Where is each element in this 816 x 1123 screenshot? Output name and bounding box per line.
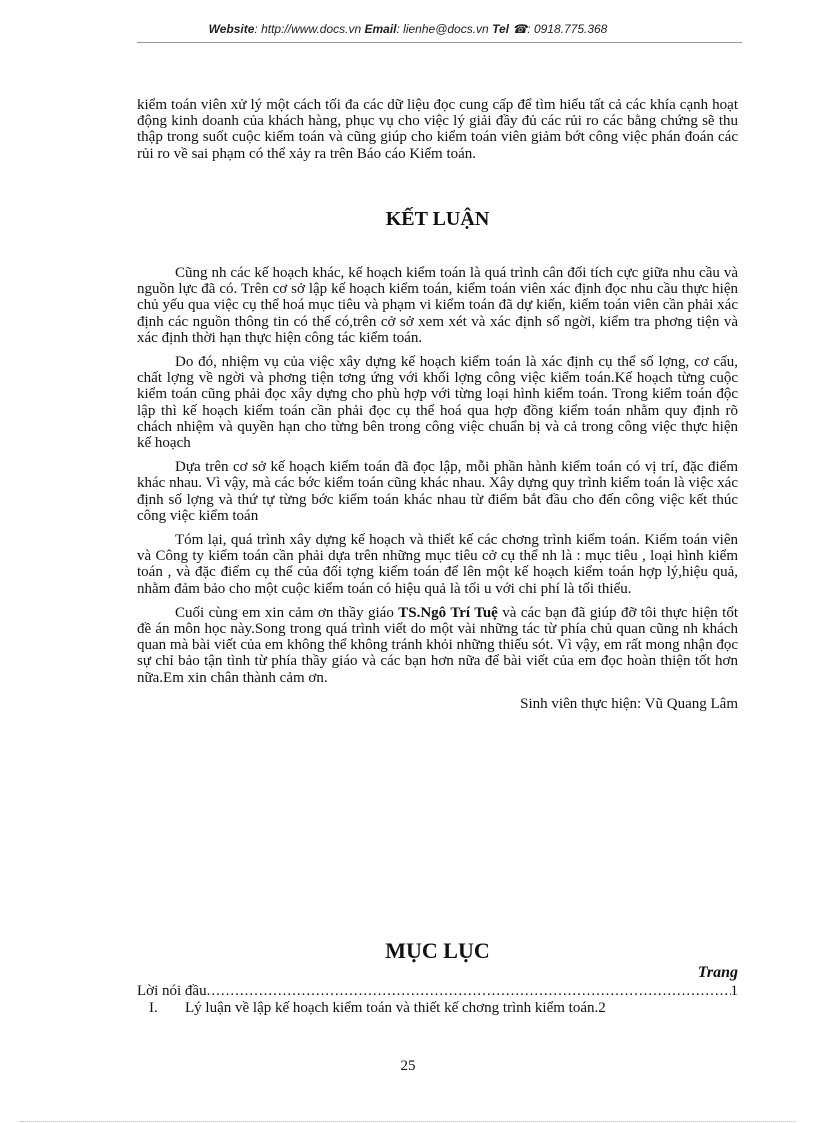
email-value[interactable]: : lienhe@docs.vn (396, 22, 489, 36)
conclusion-paragraph: Dựa trên cơ sở kế hoạch kiểm toán đã đọc lập, mỗi phần hành kiểm toán có vị trí, đặc điểm khác nhau. Vì vậy, mà các bớc kiểm toán cũng khác nhau. Xây dựng quy trình kiểm toán là việc xác định số lợng và thứ tự từng bớc kiểm toán khác nhau từ điểm bắt đầu cho đến công việc kết thúc công việc kiểm toán (137, 459, 738, 524)
toc-entry-number: I. (149, 1000, 158, 1016)
conclusion-paragraph: Tóm lại, quá trình xây dựng kế hoạch và thiết kế các chơng trình kiểm toán. Kiểm toán viên và Công ty kiểm toán cần phải dựa trên những mục tiêu cở cụ thể nh là : mục tiêu , loại hình kiểm toán , và đặc điểm cụ thể của đối tợng kiểm toán để lên một kế hoạch kiểm toán hợp lý,hiệu quả, nhằm đảm bảo cho một cuộc kiểm toán có hiệu quả là tối u với chi phí là tối thiểu. (137, 532, 738, 597)
phone-icon: ☎ (512, 22, 528, 36)
toc-entry-label: Lý luận về lập kế hoạch kiểm toán và thiết kế chơng trình kiểm toán (185, 1000, 595, 1016)
page-header (0, 22, 816, 36)
intro-section (137, 97, 738, 162)
advisor-name: TS.Ngô Trí Tuệ (398, 604, 498, 621)
signature: Sinh viên thực hiện: Vũ Quang Lâm (520, 695, 738, 712)
header-divider (137, 42, 742, 43)
conclusion-paragraph: Cũng nh các kế hoạch khác, kế hoạch kiểm toán là quá trình cân đối tích cực giữa nhu cầu và nguồn lực đã có. Trên cơ sở lập kế hoạch kiểm toán, kiểm toán viên xác định đọc nhu cầu thực hiện chủ yếu qua việc cụ thể hoá mục tiêu và phạm vi kiểm toán đã dự kiến, kiểm toán viên cần phải xác định các nguồn thông tin có thể có,trên cở sở xem xét và xác định số ngời, kiểm tra phơng tiện và xác định thời hạn thực hiện công tác kiểm toán. (137, 265, 738, 346)
tel-label: Tel (492, 22, 509, 36)
toc-entry[interactable] (137, 983, 738, 1000)
toc-page-column-label: Trang (697, 964, 738, 981)
toc-entry[interactable] (137, 1000, 738, 1017)
toc-heading-wrap (137, 938, 738, 964)
toc-leader-dots (207, 983, 731, 1000)
conclusion-paragraph: Do đó, nhiệm vụ của việc xây dựng kế hoạch kiểm toán là xác định cụ thể số lợng, cơ cấu, chất lợng về ngời và phơng tiện tơng ứng với khối lợng công việc kiểm toán.Kế hoạch từng cuộc kiểm toán cũng phải đọc xây dựng cho phù hợp với từng loại hình kiểm toán. Trong kiểm toán độc lập thì kế hoạch kiểm toán cần phải đọc cụ thể hoá qua hợp đồng kiểm toán nhằm quy định rõ chách nhiệm và quyền hạn cho từng bên trong công việc chuẩn bị và cả trong công việc thực hiện kế hoạch (137, 354, 738, 452)
thanks-paragraph (137, 605, 738, 686)
conclusion-title: KẾT LUẬN (385, 208, 490, 230)
website-value[interactable]: : http://www.docs.vn (254, 22, 362, 36)
conclusion-heading-wrap (137, 208, 738, 231)
thanks-before: Cuối cùng em xin cảm ơn thầy giáo (175, 604, 399, 621)
intro-paragraph: kiểm toán viên xử lý một cách tối đa các dữ liệu đọc cung cấp để tìm hiểu tất cả các khía cạnh hoạt động kinh doanh của khách hàng, phục vụ cho việc lý giải đầy đủ các rủi ro các bằng chứng sẽ thu thập trong suốt cuộc kiểm toán và cũng giúp cho kiểm toán viên giảm bớt công việc phán đoán các rủi ro về sai phạm có thể xảy ra trên Báo cáo Kiểm toán. (137, 97, 738, 162)
conclusion-section (137, 265, 738, 720)
table-of-contents (137, 983, 738, 1017)
footer-divider (20, 1121, 796, 1122)
thanks-after: và các bạn đã giúp đỡ tôi thực hiện tốt đề án môn học này.Song trong quá trình viết do một vài những tác từ phía chủ quan cũng nh khách quan mà bài viết của em không thể không tránh khỏi những thiếu sót. Vì vậy, em rất mong nhận đọc sự chỉ bảo tận tình từ phía thầy giáo và các bạn hơn nữa để bài viết của em đọc hoàn thiện tốt hơn nữa.Em xin chân thành cảm ơn. (137, 604, 739, 686)
toc-entry-page: 1 (730, 983, 738, 999)
website-label: Website (208, 22, 255, 36)
email-label: Email (364, 22, 397, 36)
toc-entry-page: .2 (594, 1000, 606, 1016)
toc-entry-label: Lời nói đầu (137, 983, 207, 999)
tel-value: : 0918.775.368 (527, 22, 608, 36)
page-number: 25 (400, 1058, 416, 1074)
toc-title: MỤC LỤC (385, 938, 490, 963)
